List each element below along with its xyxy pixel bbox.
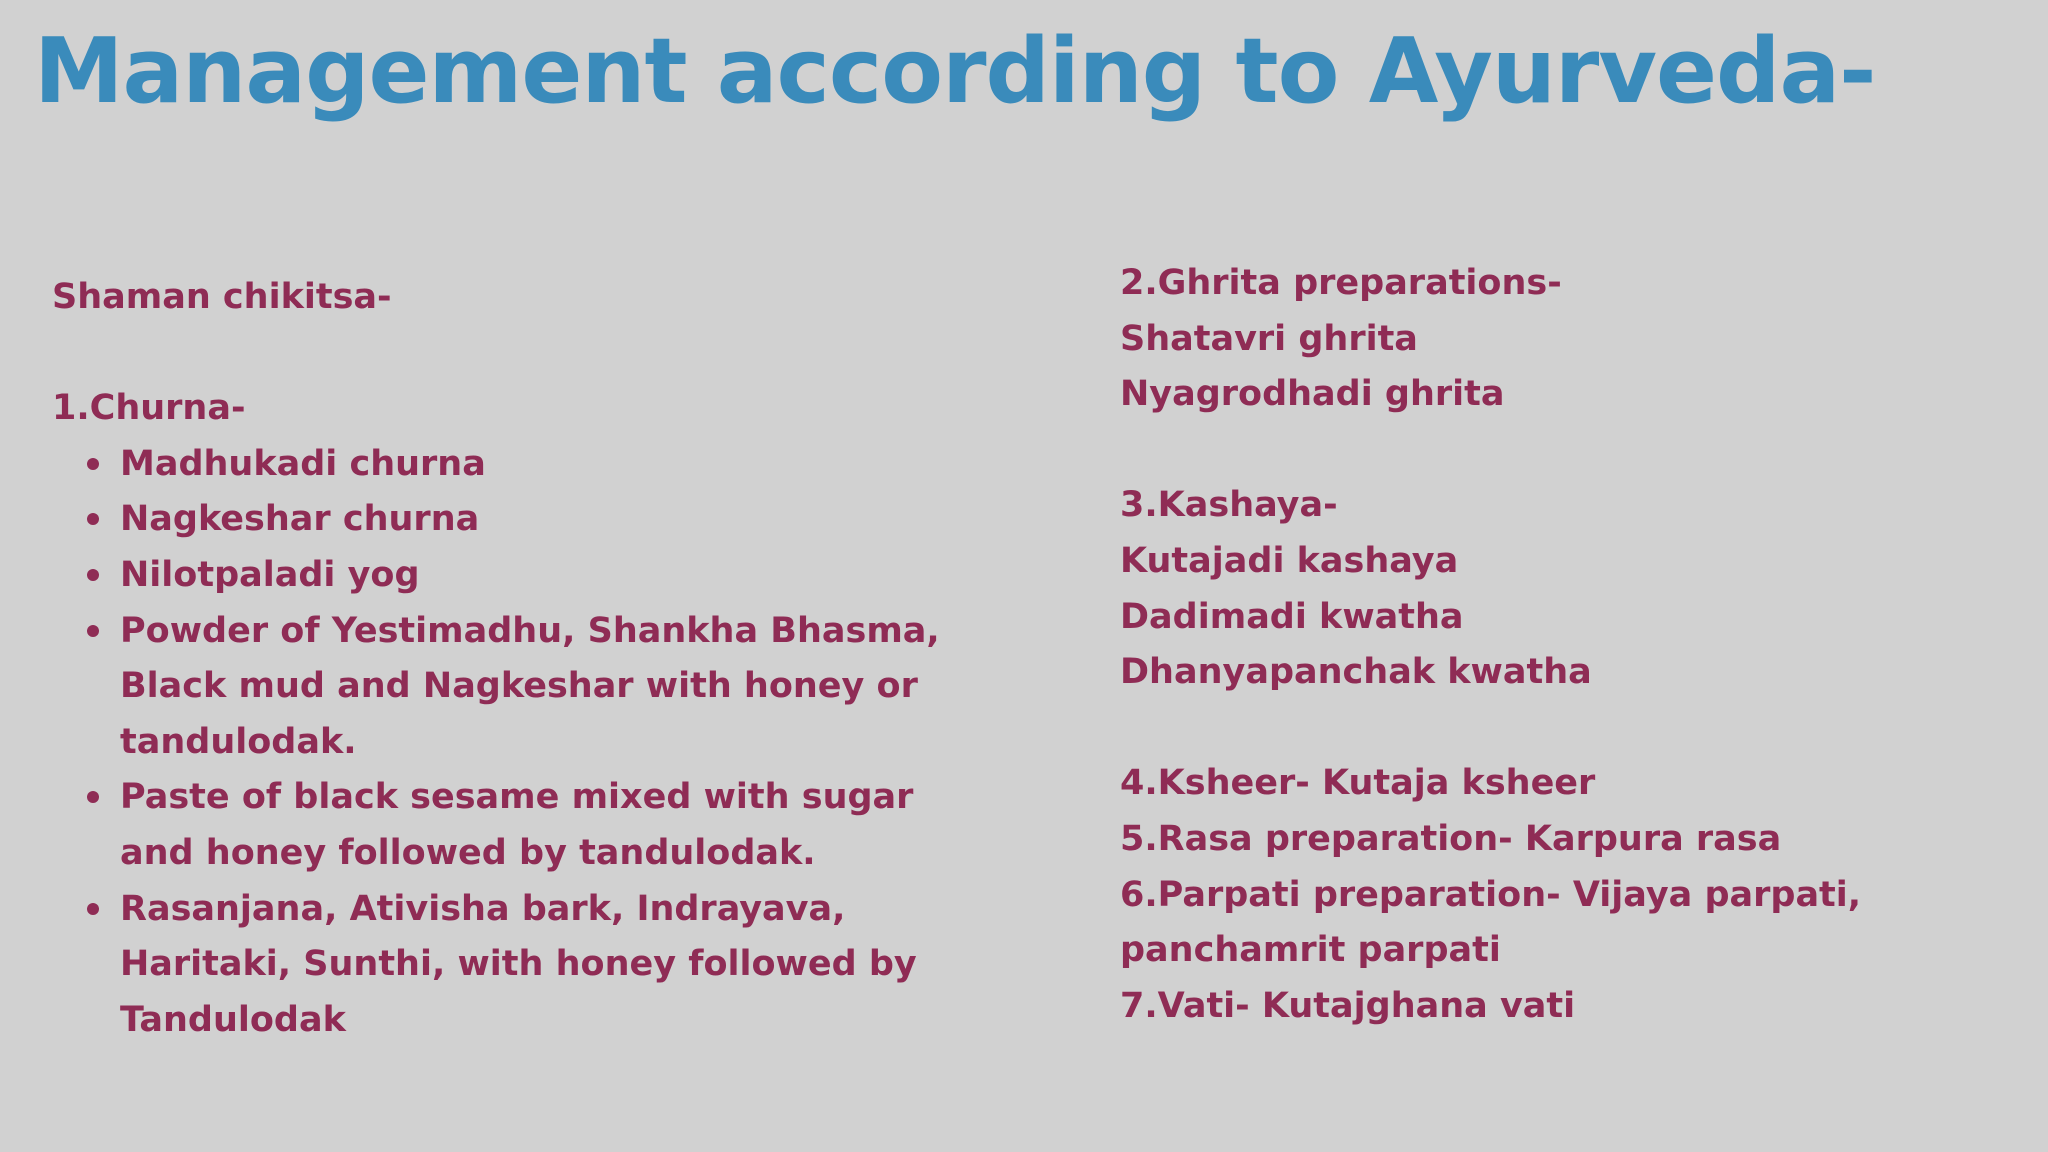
slide-title: Management according to Ayurveda-	[34, 19, 1876, 124]
bullet-icon	[87, 513, 99, 525]
list-item	[52, 548, 872, 604]
parpati-line: 6.Parpati preparation- Vijaya parpati,	[1120, 874, 1862, 915]
spacer	[52, 326, 872, 382]
parpati-line-continued: panchamrit parpati	[1120, 930, 1501, 971]
list-item-line: Madhukadi churna	[120, 443, 486, 484]
list-item	[52, 437, 872, 493]
right-column	[1120, 256, 2000, 1034]
bullet-icon	[87, 625, 99, 637]
list-item	[52, 882, 917, 1049]
kashaya-item: Dhanyapanchak kwatha	[1120, 652, 1592, 693]
rasa-line: 5.Rasa preparation- Karpura rasa	[1120, 818, 1782, 859]
kashaya-heading: 3.Kashaya-	[1120, 485, 1338, 526]
vati-line: 7.Vati- Kutajghana vati	[1120, 985, 1576, 1026]
ghrita-heading: 2.Ghrita preparations-	[1120, 263, 1562, 303]
list-item-line: Rasanjana, Ativisha bark, Indrayava,	[120, 888, 846, 929]
list-item	[52, 604, 940, 771]
bullet-icon	[87, 903, 99, 915]
spacer	[1120, 423, 2000, 479]
list-item-line: Powder of Yestimadhu, Shankha Bhasma,	[120, 610, 940, 651]
list-item-line: Black mud and Nagkeshar with honey or	[120, 666, 918, 707]
list-item-line: Nilotpaladi yog	[120, 554, 420, 595]
ksheer-line: 4.Ksheer- Kutaja ksheer	[1120, 763, 1596, 804]
list-item	[52, 492, 872, 548]
shaman-chikitsa-heading: Shaman chikitsa-	[52, 277, 392, 317]
list-item-line: Tandulodak	[120, 999, 346, 1040]
bullet-icon	[87, 791, 99, 803]
left-column	[52, 270, 940, 1048]
ghrita-item: Shatavri ghrita	[1120, 318, 1418, 359]
list-item-line: Haritaki, Sunthi, with honey followed by	[120, 944, 917, 985]
list-item-line: tandulodak.	[120, 721, 357, 762]
list-item-line: Paste of black sesame mixed with sugar	[120, 777, 914, 818]
list-item-line: Nagkeshar churna	[120, 499, 480, 540]
kashaya-item: Dadimadi kwatha	[1120, 596, 1464, 637]
list-item	[52, 770, 914, 881]
spacer	[1120, 701, 2000, 757]
churna-heading: 1.Churna-	[52, 388, 246, 429]
bullet-icon	[87, 569, 99, 581]
bullet-icon	[87, 458, 99, 470]
list-item-line: and honey followed by tandulodak.	[120, 832, 816, 873]
ghrita-item: Nyagrodhadi ghrita	[1120, 374, 1505, 415]
kashaya-item: Kutajadi kashaya	[1120, 540, 1459, 581]
